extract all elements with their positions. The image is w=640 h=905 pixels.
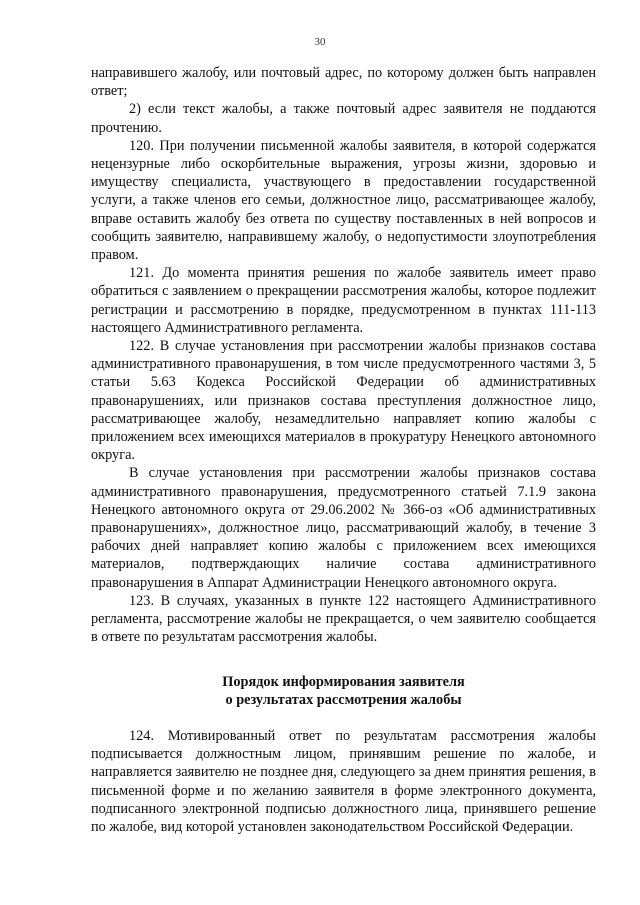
paragraph-124: 124. Мотивированный ответ по результатам рассмотрения жалобы подписывается должностным лицом, принявшим решение по жалобе, и направляется заявителю не позднее дня, следующего за днем принятия решения, в письменной форме и по желанию заявителя в форме электронного документа, подписанного электронной подписью должностного лица, принявшего решение по жалобе, вид которой установлен законодательством Российской Федерации.: [91, 727, 596, 835]
paragraph-continuation: направившего жалобу, или почтовый адрес, по которому должен быть направлен ответ;: [91, 65, 596, 100]
section-heading-line-1: Порядок информирования заявителя: [222, 673, 465, 690]
section-heading-line-2: о результатах рассмотрения жалобы: [225, 691, 462, 708]
paragraph-122-continued: В случае установления при рассмотрении жалобы признаков состава административного правонарушения, предусмотренного статьей 7.1.9 закона Ненецкого автономного округа от 29.06.2002 № 366-оз «Об административных правонарушениях», должностное лицо, рассматривающий жалобу, в течение 3 рабочих дней направляет копию жалобы с приложением всех имеющихся материалов, подтверждающих наличие состава административного правонарушения в Аппарат Администрации Ненецкого автономного округа.: [91, 465, 596, 591]
paragraph-121: 121. До момента принятия решения по жалобе заявитель имеет право обратиться с заявлением о прекращении рассмотрения жалобы, которое подлежит регистрации и рассмотрению в порядке, предусмотренном в пунктах 111-113 настоящего Административного регламента.: [91, 265, 596, 336]
paragraph-120: 120. При получении письменной жалобы заявителя, в которой содержатся нецензурные либо оскорбительные выражения, угрозы жизни, здоровью и имуществу специалиста, участвующего в предоставлении государственной услуги, а также членов его семьи, должностное лицо, рассматривающее жалобу, вправе оставить жалобу без ответа по существу поставленных в ней вопросов и сообщить заявителю, направившему жалобу, о недопустимости злоупотребления правом.: [91, 137, 596, 264]
document-body: [91, 64, 596, 836]
page-number: 30: [314, 36, 326, 48]
paragraph-123: 123. В случаях, указанных в пункте 122 настоящего Административного регламента, рассмотрение жалобы не прекращается, о чем заявителю сообщается в ответе по результатам рассмотрения жалобы.: [91, 592, 596, 646]
paragraph-122: 122. В случае установления при рассмотрении жалобы признаков состава административного правонарушения, в том числе предусмотренного частями 3, 5 статьи 5.63 Кодекса Российской Федерации об административных правонарушениях, или признаков состава преступления должностное лицо, рассматривающее жалобу, незамедлительно направляет копию жалобы с приложением всех имеющихся материалов в прокуратуру Ненецкого автономного округа.: [91, 338, 596, 464]
paragraph-item-2: 2) если текст жалобы, а также почтовый адрес заявителя не поддаются прочтению.: [91, 101, 596, 136]
section-heading: [91, 673, 596, 709]
